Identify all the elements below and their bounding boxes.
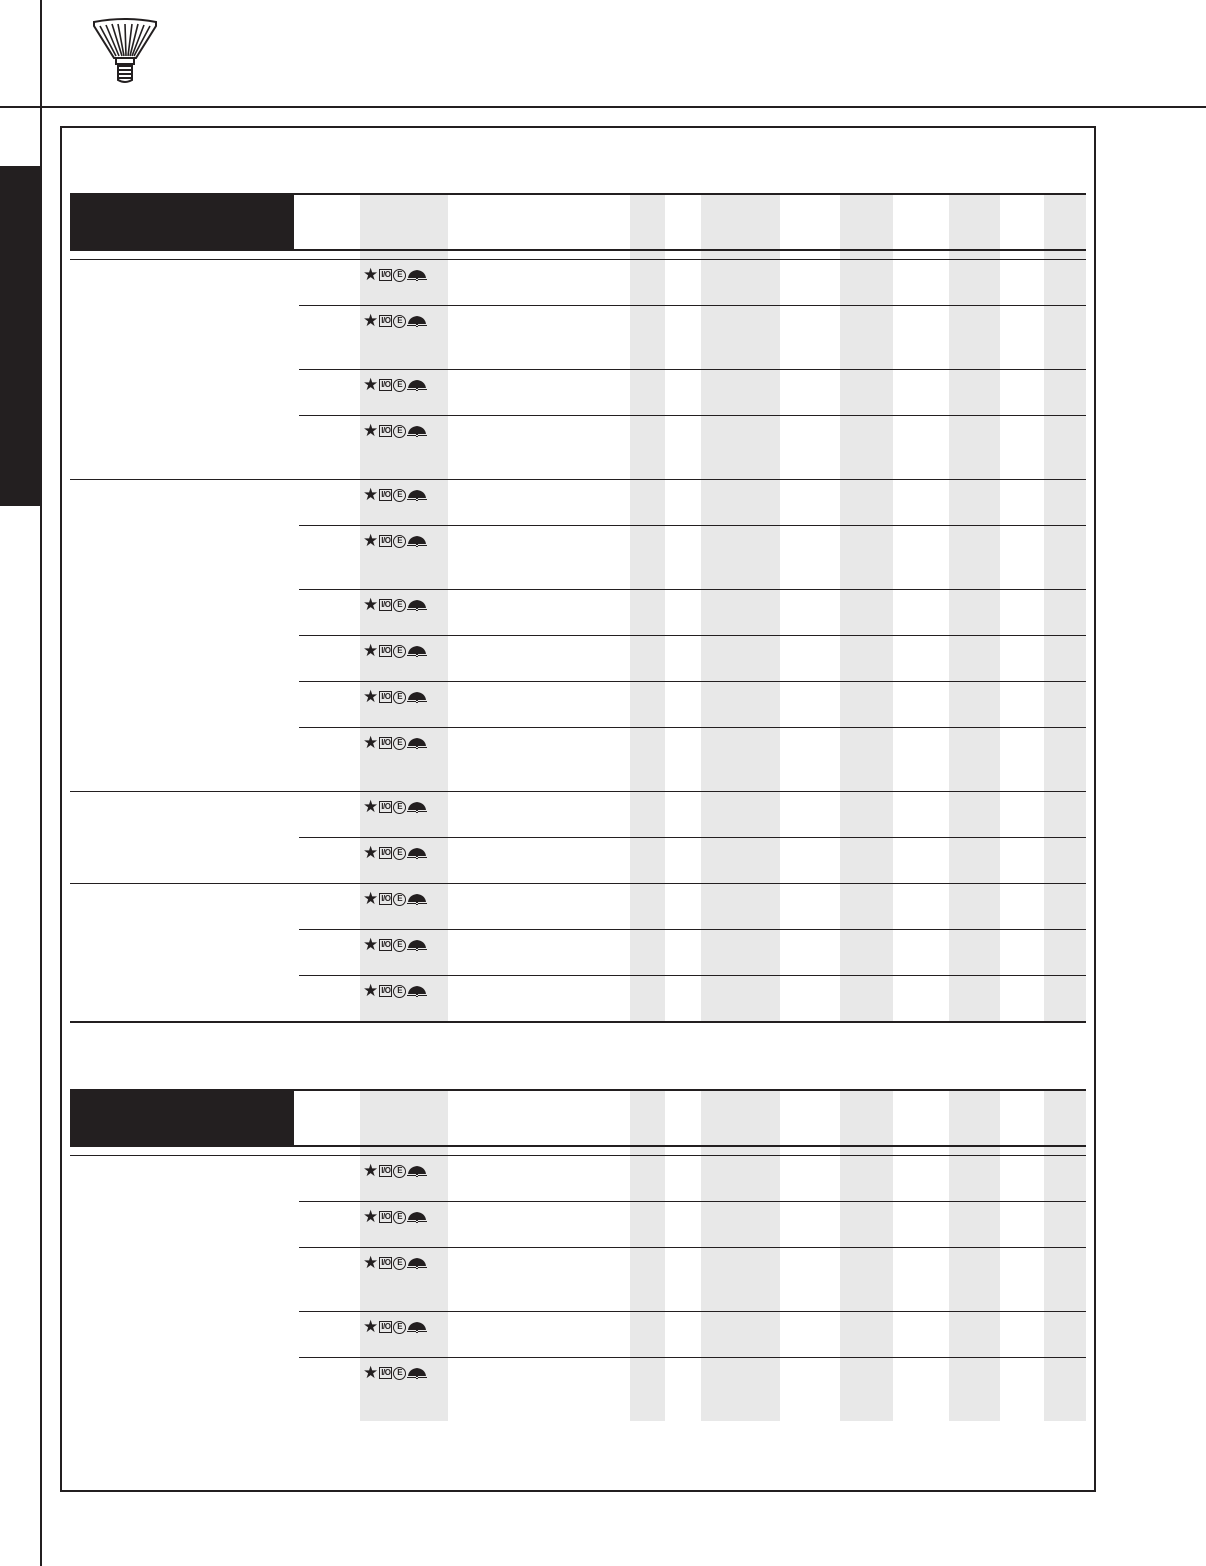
table-row [70, 589, 1086, 635]
tree-icon [407, 847, 427, 859]
tree-icon [407, 315, 427, 327]
row-icons [363, 845, 427, 861]
table-row [70, 727, 1086, 791]
par-lamp-bulb-icon [92, 18, 158, 86]
row-icons [363, 1365, 427, 1381]
indoor-outdoor-icon: I/O [381, 1322, 391, 1331]
tree-icon [407, 893, 427, 905]
header-bottom-rule [70, 1145, 1086, 1147]
header-bottom-rule [70, 249, 1086, 251]
indoor-outdoor-icon: I/O [381, 802, 391, 811]
tree-icon [407, 939, 427, 951]
star-icon: ★ [363, 687, 379, 706]
table-row [70, 1155, 1086, 1201]
tree-icon [407, 599, 427, 611]
e-circle-icon: E [393, 801, 406, 814]
tree-icon [407, 1321, 427, 1333]
e-circle-icon: E [393, 1321, 406, 1334]
page-left-rule [40, 0, 42, 1566]
star-icon: ★ [363, 421, 379, 440]
indoor-outdoor-icon: I/O [381, 316, 391, 325]
row-icons [363, 689, 427, 705]
indoor-outdoor-icon: I/O [381, 692, 391, 701]
indoor-outdoor-icon: I/O [381, 600, 391, 609]
tree-icon [407, 645, 427, 657]
row-icons [363, 423, 427, 439]
e-circle-icon: E [393, 645, 406, 658]
e-circle-icon: E [393, 599, 406, 612]
row-icons [363, 799, 427, 815]
e-circle-icon: E [393, 939, 406, 952]
e-circle-icon: E [393, 315, 406, 328]
e-circle-icon: E [393, 691, 406, 704]
table-row [70, 1201, 1086, 1247]
tree-icon [407, 691, 427, 703]
spec-table-1 [70, 193, 1086, 1023]
star-icon: ★ [363, 1207, 379, 1226]
row-icons [363, 487, 427, 503]
e-circle-icon: E [393, 1211, 406, 1224]
e-circle-icon: E [393, 489, 406, 502]
table-row [70, 929, 1086, 975]
star-icon: ★ [363, 981, 379, 1000]
table-row [70, 1247, 1086, 1311]
e-circle-icon: E [393, 535, 406, 548]
indoor-outdoor-icon: I/O [381, 1258, 391, 1267]
tree-icon [407, 1367, 427, 1379]
table-row [70, 837, 1086, 883]
tree-icon [407, 985, 427, 997]
header-label-block [70, 1091, 294, 1147]
table-row [70, 791, 1086, 837]
tree-icon [407, 489, 427, 501]
table-row [70, 635, 1086, 681]
indoor-outdoor-icon: I/O [381, 738, 391, 747]
e-circle-icon: E [393, 1367, 406, 1380]
table-row [70, 369, 1086, 415]
row-icons [363, 1255, 427, 1271]
indoor-outdoor-icon: I/O [381, 270, 391, 279]
indoor-outdoor-icon: I/O [381, 646, 391, 655]
star-icon: ★ [363, 797, 379, 816]
star-icon: ★ [363, 375, 379, 394]
e-circle-icon: E [393, 1257, 406, 1270]
indoor-outdoor-icon: I/O [381, 1212, 391, 1221]
star-icon: ★ [363, 265, 379, 284]
tree-icon [407, 379, 427, 391]
star-icon: ★ [363, 485, 379, 504]
row-icons [363, 1319, 427, 1335]
table-row [70, 415, 1086, 479]
star-icon: ★ [363, 641, 379, 660]
row-icons [363, 313, 427, 329]
indoor-outdoor-icon: I/O [381, 1368, 391, 1377]
tree-icon [407, 535, 427, 547]
table-row [70, 975, 1086, 1021]
row-icons [363, 1163, 427, 1179]
row-icons [363, 643, 427, 659]
indoor-outdoor-icon: I/O [381, 536, 391, 545]
e-circle-icon: E [393, 1165, 406, 1178]
section-tab [0, 166, 40, 506]
table-row [70, 883, 1086, 929]
table-row [70, 525, 1086, 589]
row-icons [363, 983, 427, 999]
row-icons [363, 267, 427, 283]
table-row [70, 1311, 1086, 1357]
star-icon: ★ [363, 889, 379, 908]
tree-icon [407, 737, 427, 749]
row-icons [363, 377, 427, 393]
page-top-rule [0, 106, 1206, 108]
indoor-outdoor-icon: I/O [381, 490, 391, 499]
tree-icon [407, 1165, 427, 1177]
indoor-outdoor-icon: I/O [381, 986, 391, 995]
table-row [70, 681, 1086, 727]
row-icons [363, 735, 427, 751]
indoor-outdoor-icon: I/O [381, 848, 391, 857]
indoor-outdoor-icon: I/O [381, 894, 391, 903]
tree-icon [407, 1211, 427, 1223]
row-icons [363, 1209, 427, 1225]
table-row [70, 1357, 1086, 1421]
indoor-outdoor-icon: I/O [381, 1166, 391, 1175]
star-icon: ★ [363, 843, 379, 862]
table-row [70, 259, 1086, 305]
star-icon: ★ [363, 311, 379, 330]
table-row [70, 305, 1086, 369]
indoor-outdoor-icon: I/O [381, 426, 391, 435]
star-icon: ★ [363, 1363, 379, 1382]
row-icons [363, 597, 427, 613]
star-icon: ★ [363, 1317, 379, 1336]
e-circle-icon: E [393, 425, 406, 438]
tree-icon [407, 1257, 427, 1269]
spec-table-2 [70, 1089, 1086, 1423]
e-circle-icon: E [393, 985, 406, 998]
star-icon: ★ [363, 531, 379, 550]
header-label-block [70, 195, 294, 251]
e-circle-icon: E [393, 893, 406, 906]
indoor-outdoor-icon: I/O [381, 940, 391, 949]
tree-icon [407, 269, 427, 281]
row-icons [363, 891, 427, 907]
e-circle-icon: E [393, 847, 406, 860]
star-icon: ★ [363, 935, 379, 954]
row-icons [363, 533, 427, 549]
row-icons [363, 937, 427, 953]
star-icon: ★ [363, 1253, 379, 1272]
tree-icon [407, 801, 427, 813]
e-circle-icon: E [393, 379, 406, 392]
e-circle-icon: E [393, 269, 406, 282]
table-bottom-rule [70, 1021, 1086, 1023]
star-icon: ★ [363, 1161, 379, 1180]
indoor-outdoor-icon: I/O [381, 380, 391, 389]
e-circle-icon: E [393, 737, 406, 750]
tree-icon [407, 425, 427, 437]
star-icon: ★ [363, 595, 379, 614]
table-row [70, 479, 1086, 525]
star-icon: ★ [363, 733, 379, 752]
